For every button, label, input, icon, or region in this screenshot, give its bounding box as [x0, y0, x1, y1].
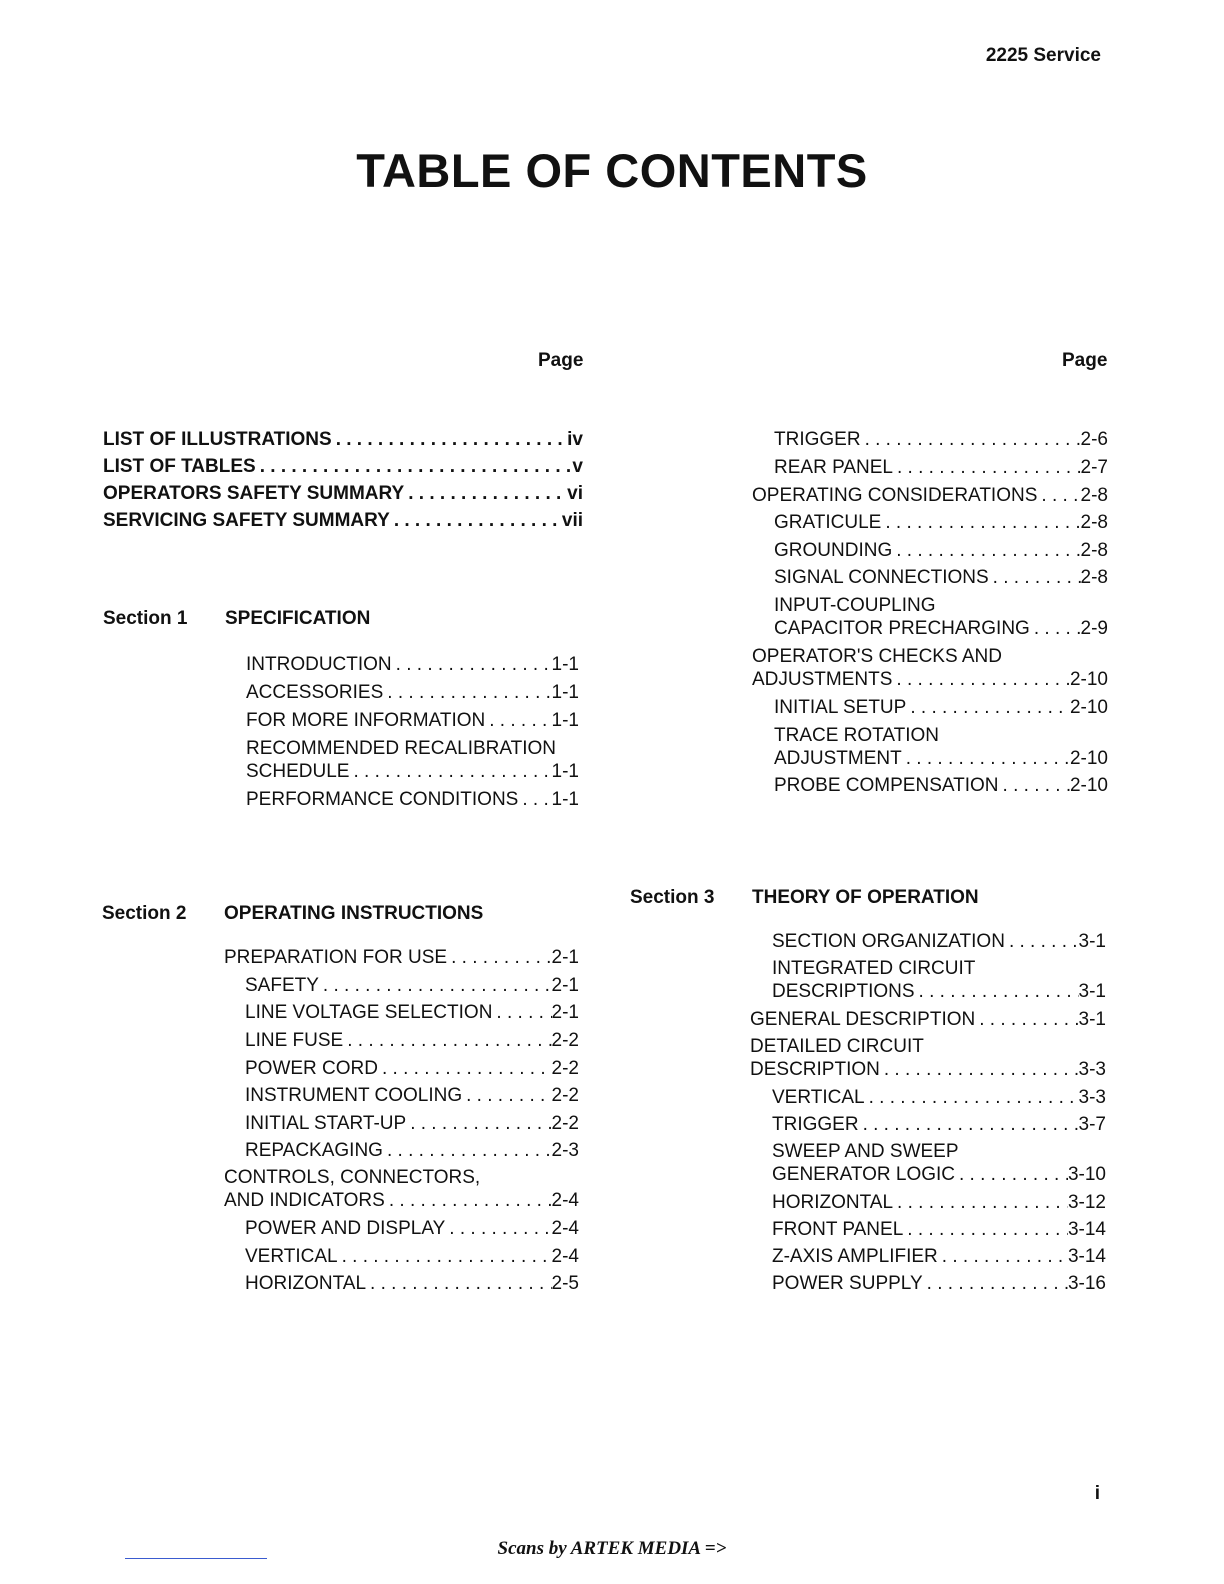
toc-entry[interactable]: LINE VOLTAGE SELECTION . . . 2-1	[245, 1001, 579, 1025]
document-header: 2225 Service	[985, 45, 1101, 66]
toc-entry[interactable]: SIGNAL CONNECTIONS . . . 2-8	[774, 566, 1108, 590]
toc-entry[interactable]: GENERATOR LOGIC . . . 3-10	[772, 1163, 1106, 1187]
toc-entry[interactable]: LIST OF ILLUSTRATIONS . . . iv	[103, 428, 583, 452]
toc-entry-line1: DETAILED CIRCUIT	[750, 1036, 924, 1057]
section-number: Section 2	[102, 903, 187, 924]
toc-entry[interactable]: REAR PANEL . . . 2-7	[774, 456, 1108, 480]
toc-entry[interactable]: INITIAL SETUP . . . 2-10	[774, 696, 1108, 720]
toc-entry-line1: RECOMMENDED RECALIBRATION	[246, 738, 557, 759]
toc-entry[interactable]: CAPACITOR PRECHARGING . . . 2-9	[774, 617, 1108, 641]
section-title: THEORY OF OPERATION	[752, 887, 979, 908]
toc-entry[interactable]: PREPARATION FOR USE . . . 2-1	[224, 946, 579, 970]
page-column-header-left: Page	[538, 350, 584, 371]
toc-entry[interactable]: PROBE COMPENSATION . . . 2-10	[774, 774, 1108, 798]
page-number: i	[1094, 1483, 1100, 1504]
toc-entry[interactable]: VERTICAL . . . 3-3	[772, 1086, 1106, 1110]
toc-entry[interactable]: SECTION ORGANIZATION . . . 3-1	[772, 930, 1106, 954]
toc-entry[interactable]: HORIZONTAL . . . 3-12	[772, 1191, 1106, 1215]
page-title: TABLE OF CONTENTS	[356, 144, 868, 197]
toc-entry[interactable]: HORIZONTAL . . . 2-5	[245, 1272, 579, 1296]
toc-entry[interactable]: INITIAL START-UP . . . 2-2	[245, 1112, 579, 1136]
section-title: OPERATING INSTRUCTIONS	[224, 903, 484, 924]
toc-entry[interactable]: ADJUSTMENTS . . . 2-10	[752, 668, 1108, 692]
toc-entry[interactable]: INSTRUMENT COOLING . . . 2-2	[245, 1084, 579, 1108]
toc-entry[interactable]: GROUNDING . . . 2-8	[774, 539, 1108, 563]
toc-entry-line1: TRACE ROTATION	[774, 725, 940, 746]
page-column-header-right: Page	[1062, 350, 1108, 371]
toc-entry[interactable]: Z-AXIS AMPLIFIER . . . 3-14	[772, 1245, 1106, 1269]
toc-entry[interactable]: SCHEDULE . . . 1-1	[246, 760, 579, 784]
toc-entry[interactable]: OPERATORS SAFETY SUMMARY . . . vi	[103, 482, 583, 506]
toc-entry[interactable]: GENERAL DESCRIPTION . . . 3-1	[750, 1008, 1106, 1032]
toc-entry[interactable]: POWER SUPPLY . . . 3-16	[772, 1272, 1106, 1296]
toc-entry[interactable]: INTRODUCTION . . . 1-1	[246, 653, 579, 677]
toc-entry[interactable]: FOR MORE INFORMATION . . . 1-1	[246, 709, 579, 733]
toc-entry[interactable]: AND INDICATORS . . . 2-4	[224, 1189, 579, 1213]
section-number: Section 1	[103, 608, 188, 629]
toc-entry[interactable]: TRIGGER . . . 3-7	[772, 1113, 1106, 1137]
toc-entry[interactable]: SERVICING SAFETY SUMMARY . . . vii	[103, 509, 583, 533]
footer-link-underline[interactable]	[125, 1558, 267, 1559]
scan-credit-footer[interactable]: Scans by ARTEK MEDIA =>	[497, 1538, 727, 1559]
toc-entry-line1: INPUT-COUPLING	[774, 595, 936, 616]
toc-entry[interactable]: DESCRIPTIONS . . . 3-1	[772, 980, 1106, 1004]
toc-entry-line1: OPERATOR'S CHECKS AND	[752, 646, 1002, 667]
section-number: Section 3	[630, 887, 715, 908]
toc-entry[interactable]: ACCESSORIES . . . 1-1	[246, 681, 579, 705]
toc-entry-line1: CONTROLS, CONNECTORS,	[224, 1167, 481, 1188]
toc-entry[interactable]: POWER AND DISPLAY . . . 2-4	[245, 1217, 579, 1241]
toc-entry[interactable]: OPERATING CONSIDERATIONS . . . 2-8	[752, 484, 1108, 508]
toc-entry[interactable]: ADJUSTMENT . . . 2-10	[774, 747, 1108, 771]
toc-entry[interactable]: GRATICULE . . . 2-8	[774, 511, 1108, 535]
toc-entry[interactable]: FRONT PANEL . . . 3-14	[772, 1218, 1106, 1242]
toc-entry[interactable]: LIST OF TABLES . . . v	[103, 455, 583, 479]
toc-entry[interactable]: TRIGGER . . . 2-6	[774, 428, 1108, 452]
toc-entry[interactable]: REPACKAGING . . . 2-3	[245, 1139, 579, 1163]
toc-entry[interactable]: DESCRIPTION . . . 3-3	[750, 1058, 1106, 1082]
section-title: SPECIFICATION	[225, 608, 371, 629]
toc-entry[interactable]: LINE FUSE . . . 2-2	[245, 1029, 579, 1053]
toc-entry[interactable]: PERFORMANCE CONDITIONS . . . 1-1	[246, 788, 579, 812]
toc-entry[interactable]: VERTICAL . . . 2-4	[245, 1245, 579, 1269]
toc-entry-line1: SWEEP AND SWEEP	[772, 1141, 959, 1162]
toc-entry-line1: INTEGRATED CIRCUIT	[772, 958, 976, 979]
toc-entry[interactable]: POWER CORD . . . 2-2	[245, 1057, 579, 1081]
toc-entry[interactable]: SAFETY . . . 2-1	[245, 974, 579, 998]
